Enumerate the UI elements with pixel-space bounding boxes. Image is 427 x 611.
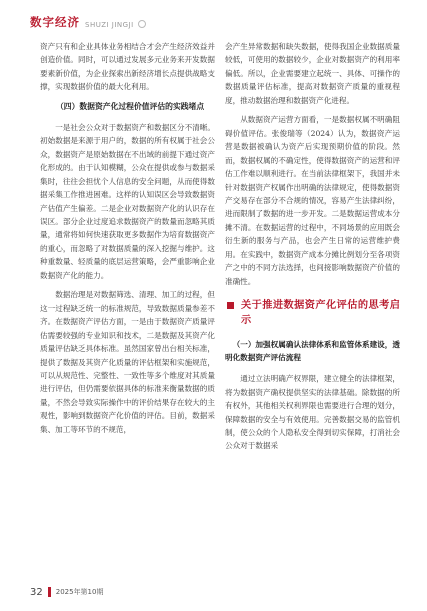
paragraph: 数据治理是对数据筛选、清理、加工的过程，但这一过程缺乏统一的标准规范，导致数据质量参差不齐。在数据资产评估方面，一是由于数据资产质量评估需要较强的专业知识和技术，二是数据及其资产化质量评估缺乏具体标准。虽然国家曾出台相关标准，提供了数据及其资产化质量的评估框架和实施规范，可以从规范性、完整性、一致性等多个维度对其质量进行评估，但仍需要依据具体的标准来衡量数据的质量，不然会导致实际操作中的评价结果存在较大的主观性，影响到数据资产化价值的评估。目前，数据采集、加工等环节的不规范， bbox=[40, 290, 215, 434]
subsection-heading: （四）数据资产化过程价值评估的实践堵点 bbox=[56, 101, 205, 111]
footer-divider bbox=[48, 587, 51, 597]
right-column bbox=[225, 40, 400, 459]
paragraph: 资产只有和企业具体业务相结合才会产生经济效益并创造价值。同时，可以通过发展多元业务来开发数据要素新价值，为企业探索出新经济增长点提供战略支撑，实现数据价值的最大化利用。 bbox=[40, 42, 215, 92]
paragraph: 通过立法明确产权界限，建立健全的法律框架，将为数据资产确权提供坚实的法律基础。除数据的所有权外，其他相关权利界限也需要进行合理的划分，保障数据的安全与有效使用。完善数据交易的监管机制，使公众的个人隐私安全得到切实保障，打消社会公众对于数据采 bbox=[225, 374, 400, 451]
square-bullet-icon bbox=[227, 302, 234, 309]
page-header bbox=[30, 8, 410, 30]
header-decoration-icon bbox=[138, 20, 146, 28]
paragraph: 从数据资产运营方面看，一是数据权属不明确阻碍价值评估。张俊瑞等（2024）认为，数据资产运营是数据被确认为资产后实现预期价值的阶段。然而，数据权属的不确定性，使得数据资产的运营和评估工作难以顺利进行。在当前法律框架下，我国并未针对数据资产权属作出明确的法律规定，使得数据资产交易存在部分不合规的情况，容易产生法律纠纷，进而限制了数据的进一步开发。二是数据运营成本分摊不清。在数据运营的过程中，不同场景的应用既会衍生新的服务与产品，也会产生日常的运营维护费用。在实践中，数据资产成本分摊比例划分至各项资产之中的不同方法选择，也间接影响数据资产价值的准确性。 bbox=[225, 115, 400, 286]
section-heading-text: 关于推进数据资产化评估的思考启示 bbox=[241, 300, 400, 327]
paragraph: 会产生异常数据和缺失数据，使得我国企业数据质量较低，可使用的数据较少，企业对数据资产的利用率偏低。所以，企业需要建立起统一、具体、可操作的数据质量评估标准，提高对数据资产质量的重视程度，推动数据治理和数据资产化进程。 bbox=[225, 42, 400, 105]
subsection-heading: （一）加强权属确认法律体系和监管体系建设，透明化数据资产评估流程 bbox=[225, 340, 400, 363]
column-brand: 数字经济 bbox=[30, 15, 80, 29]
issue-label: 2025年第10期 bbox=[55, 588, 104, 596]
column-brand-pinyin: SHUZI JINGJI bbox=[85, 21, 134, 29]
left-column bbox=[40, 40, 215, 442]
section-heading bbox=[225, 298, 400, 328]
page-footer bbox=[30, 584, 103, 600]
paragraph: 一是社会公众对于数据资产和数据区分不清晰。初始数据是来源于用户的，数据的所有权属于社会公众，数据资产是原始数据在不出域的前提下通过资产化形成的。由于认知模糊，公众在提供或参与数据采集时，往往会担忧个人信息的安全问题，从而使得数据采集工作推进困难。这样的认知误区会导致数据资产估值产生偏差。二是企业对数据资产化的认识存在误区。部分企业过度追求数据资产的数量而忽略其质量，通常将如何快速获取更多数据作为培育数据资产的重心，而忽略了对数据质量的深入挖掘与维护。这种重数量、轻质量的底层运营策略，会严重影响企业数据资产化的能力。 bbox=[40, 122, 215, 280]
page-number: 32 bbox=[30, 586, 43, 598]
